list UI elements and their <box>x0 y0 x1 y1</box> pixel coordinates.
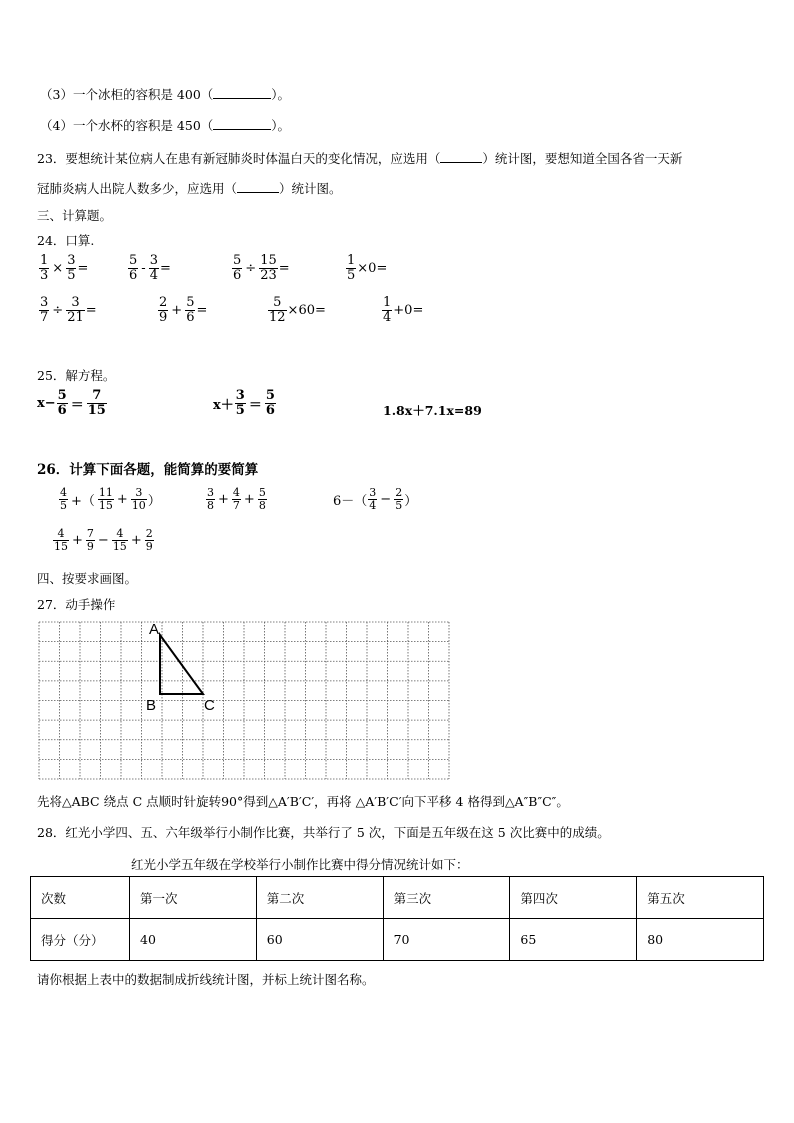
q28-title: 28．红光小学四、五、六年级举行小制作比赛，共举行了 5 次，下面是五年级在这 5 次比赛中的成绩。 <box>37 825 610 840</box>
q23-text-a: 23．要想统计某位病人在患有新冠肺炎时体温白天的变化情况，应选用（ <box>37 151 441 166</box>
denominator: 15 <box>112 539 127 553</box>
numerator: 5 <box>129 253 138 268</box>
numerator: 3 <box>66 296 85 311</box>
numerator: 4 <box>53 528 69 541</box>
numerator: 3 <box>369 486 377 499</box>
operator: − <box>97 532 109 548</box>
denominator: 6 <box>57 402 67 418</box>
table-header-cell: 次数 <box>31 877 130 919</box>
q26-expr-4 <box>52 528 155 552</box>
numerator: 7 <box>87 389 107 404</box>
q23-text-b: ）统计图，要想知道全国各省一天新 <box>482 151 683 166</box>
equation-lhs: x− <box>37 395 56 411</box>
q22-item-4 <box>40 116 290 134</box>
q24-r1-e3 <box>231 254 290 282</box>
denominator: 6 <box>186 309 195 325</box>
denominator: 6 <box>129 267 138 283</box>
answer-blank[interactable] <box>440 151 482 163</box>
equation-lhs: x＋ <box>213 397 234 413</box>
score-table <box>30 876 764 961</box>
numerator: 5 <box>57 388 67 403</box>
answer-blank[interactable] <box>213 118 271 130</box>
q24-r2-e4 <box>381 296 423 324</box>
equals-sign: = <box>85 302 97 318</box>
equals-sign: ＝ <box>248 397 262 413</box>
q23-text-d: ）统计图。 <box>279 181 342 196</box>
denominator: 5 <box>347 267 356 283</box>
grid-lines <box>39 622 449 779</box>
denominator: 5 <box>395 498 403 512</box>
denominator: 7 <box>232 498 240 512</box>
denominator: 23 <box>260 267 277 283</box>
q22-item-3-suffix: ）。 <box>271 87 291 102</box>
q24-r2-e3 <box>267 296 326 324</box>
close-paren: ） <box>404 493 418 509</box>
numerator: 4 <box>112 528 128 541</box>
q26-title: 26．计算下面各题，能简算的要简算 <box>37 462 259 478</box>
q25-equation-3: 1.8x＋7.1x=89 <box>383 403 482 418</box>
numerator: 3 <box>131 487 147 500</box>
q24-r1-e4 <box>345 254 387 282</box>
drawing-grid[interactable] <box>38 621 450 781</box>
denominator: 4 <box>149 267 158 283</box>
numerator: 4 <box>60 486 67 499</box>
denominator: 5 <box>235 402 245 418</box>
operator: + <box>116 491 128 507</box>
q22-item-3 <box>40 85 290 103</box>
denominator: 15 <box>98 498 113 512</box>
q24-r1-e2 <box>127 254 171 282</box>
numerator: 4 <box>232 486 240 499</box>
q24-r1-e1 <box>38 254 88 282</box>
denominator: 5 <box>60 498 67 512</box>
q22-item-4-suffix: ）。 <box>271 118 291 133</box>
q26-expr-2 <box>205 487 268 511</box>
operator: + <box>171 302 183 318</box>
denominator: 5 <box>67 267 76 283</box>
numerator: 5 <box>233 253 242 268</box>
denominator: 9 <box>159 309 168 325</box>
q22-item-4-text: （4）一个水杯的容积是 450（ <box>40 118 214 133</box>
operator: + <box>218 491 229 507</box>
numerator: 5 <box>265 388 275 403</box>
score-cell: 80 <box>637 919 764 961</box>
table-header-row <box>31 877 764 919</box>
numerator: 7 <box>86 527 94 540</box>
q27-instruction: 先将△ABC 绕点 C 点顺时针旋转90°得到△A′B′C′，再将 △A′B′C′向下平移 4 格得到△A″B″C″。 <box>37 794 569 809</box>
table-header-cell: 第三次 <box>383 877 510 919</box>
numerator: 1 <box>347 253 356 268</box>
q23-line-1 <box>37 149 682 167</box>
operator-tail: ×0= <box>357 260 388 276</box>
score-cell: 60 <box>256 919 383 961</box>
row-label: 得分（分） <box>31 919 130 961</box>
score-cell: 65 <box>510 919 637 961</box>
numerator: 2 <box>159 295 168 310</box>
answer-blank[interactable] <box>213 87 271 99</box>
operator: - <box>141 260 146 276</box>
triangle-abc <box>160 635 203 694</box>
equals-sign: = <box>278 260 290 276</box>
denominator: 7 <box>40 309 49 325</box>
operator: ÷ <box>52 302 64 318</box>
score-cell: 70 <box>383 919 510 961</box>
numerator: 3 <box>207 486 214 499</box>
table-header-cell: 第一次 <box>130 877 257 919</box>
numerator: 3 <box>67 253 76 268</box>
vertex-label-b: B <box>146 697 157 714</box>
denominator: 9 <box>86 539 94 553</box>
numerator: 5 <box>268 296 287 311</box>
q23-text-c: 冠肺炎病人出院人数多少，应选用（ <box>37 181 238 196</box>
denominator: 15 <box>54 539 68 553</box>
vertex-label-c: C <box>204 697 215 714</box>
denominator: 12 <box>269 309 286 325</box>
denominator: 8 <box>258 498 266 512</box>
equals-sign: = <box>196 302 208 318</box>
numerator: 5 <box>258 486 266 499</box>
numerator: 15 <box>260 253 277 268</box>
q23-line-2 <box>37 179 342 197</box>
numerator: 5 <box>186 295 195 310</box>
q25-equation-2 <box>213 389 277 417</box>
denominator: 8 <box>207 498 214 512</box>
operator: − <box>380 491 392 507</box>
q28-footer: 请你根据上表中的数据制成折线统计图，并标上统计图名称。 <box>37 972 375 987</box>
denominator: 3 <box>40 267 49 283</box>
numerator: 3 <box>149 253 158 268</box>
operator-tail: ×60= <box>287 302 326 318</box>
denominator: 4 <box>369 498 377 512</box>
q22-item-3-text: （3）一个冰柜的容积是 400（ <box>40 87 214 102</box>
answer-blank[interactable] <box>237 181 279 193</box>
q24-r2-e1 <box>38 296 97 324</box>
operator-tail: +0= <box>393 302 424 318</box>
table-header-cell: 第五次 <box>637 877 764 919</box>
operator: +（ <box>71 493 95 509</box>
operator: ÷ <box>245 260 257 276</box>
expr-lead: 6－（ <box>333 493 368 509</box>
operator: × <box>52 260 64 276</box>
denominator: 9 <box>145 539 153 553</box>
equals-sign: = <box>159 260 171 276</box>
operator: + <box>130 532 142 548</box>
denominator: 4 <box>383 309 392 325</box>
q26-expr-3 <box>333 487 417 511</box>
table-row <box>31 919 764 961</box>
denominator: 21 <box>67 309 84 325</box>
q24-r2-e2 <box>157 296 207 324</box>
q25-title: 25．解方程。 <box>37 368 116 383</box>
numerator: 3 <box>235 388 245 403</box>
close-paren: ） <box>147 493 161 509</box>
numerator: 3 <box>40 295 49 310</box>
q25-equation-1 <box>37 389 108 417</box>
numerator: 2 <box>395 486 403 499</box>
q26-expr-1 <box>58 487 161 511</box>
denominator: 6 <box>265 402 275 418</box>
numerator: 2 <box>145 527 153 540</box>
table-header-cell: 第四次 <box>510 877 637 919</box>
numerator: 1 <box>40 253 49 268</box>
equals-sign: ＝ <box>70 397 84 413</box>
denominator: 15 <box>87 402 106 418</box>
table-caption: 红光小学五年级在学校举行小制作比赛中得分情况统计如下： <box>131 857 469 872</box>
vertex-label-a: A <box>149 621 160 638</box>
score-cell: 40 <box>130 919 257 961</box>
table-header-cell: 第二次 <box>256 877 383 919</box>
q24-title: 24．口算. <box>37 233 95 248</box>
numerator: 11 <box>98 486 113 499</box>
denominator: 6 <box>233 267 242 283</box>
denominator: 10 <box>131 498 146 512</box>
section-3-title: 三、计算题。 <box>37 208 113 223</box>
operator: + <box>243 491 255 507</box>
numerator: 1 <box>383 295 392 310</box>
equals-sign: = <box>77 260 89 276</box>
operator: + <box>72 532 83 548</box>
section-4-title: 四、按要求画图。 <box>37 571 138 586</box>
q27-title: 27．动手操作 <box>37 597 116 612</box>
